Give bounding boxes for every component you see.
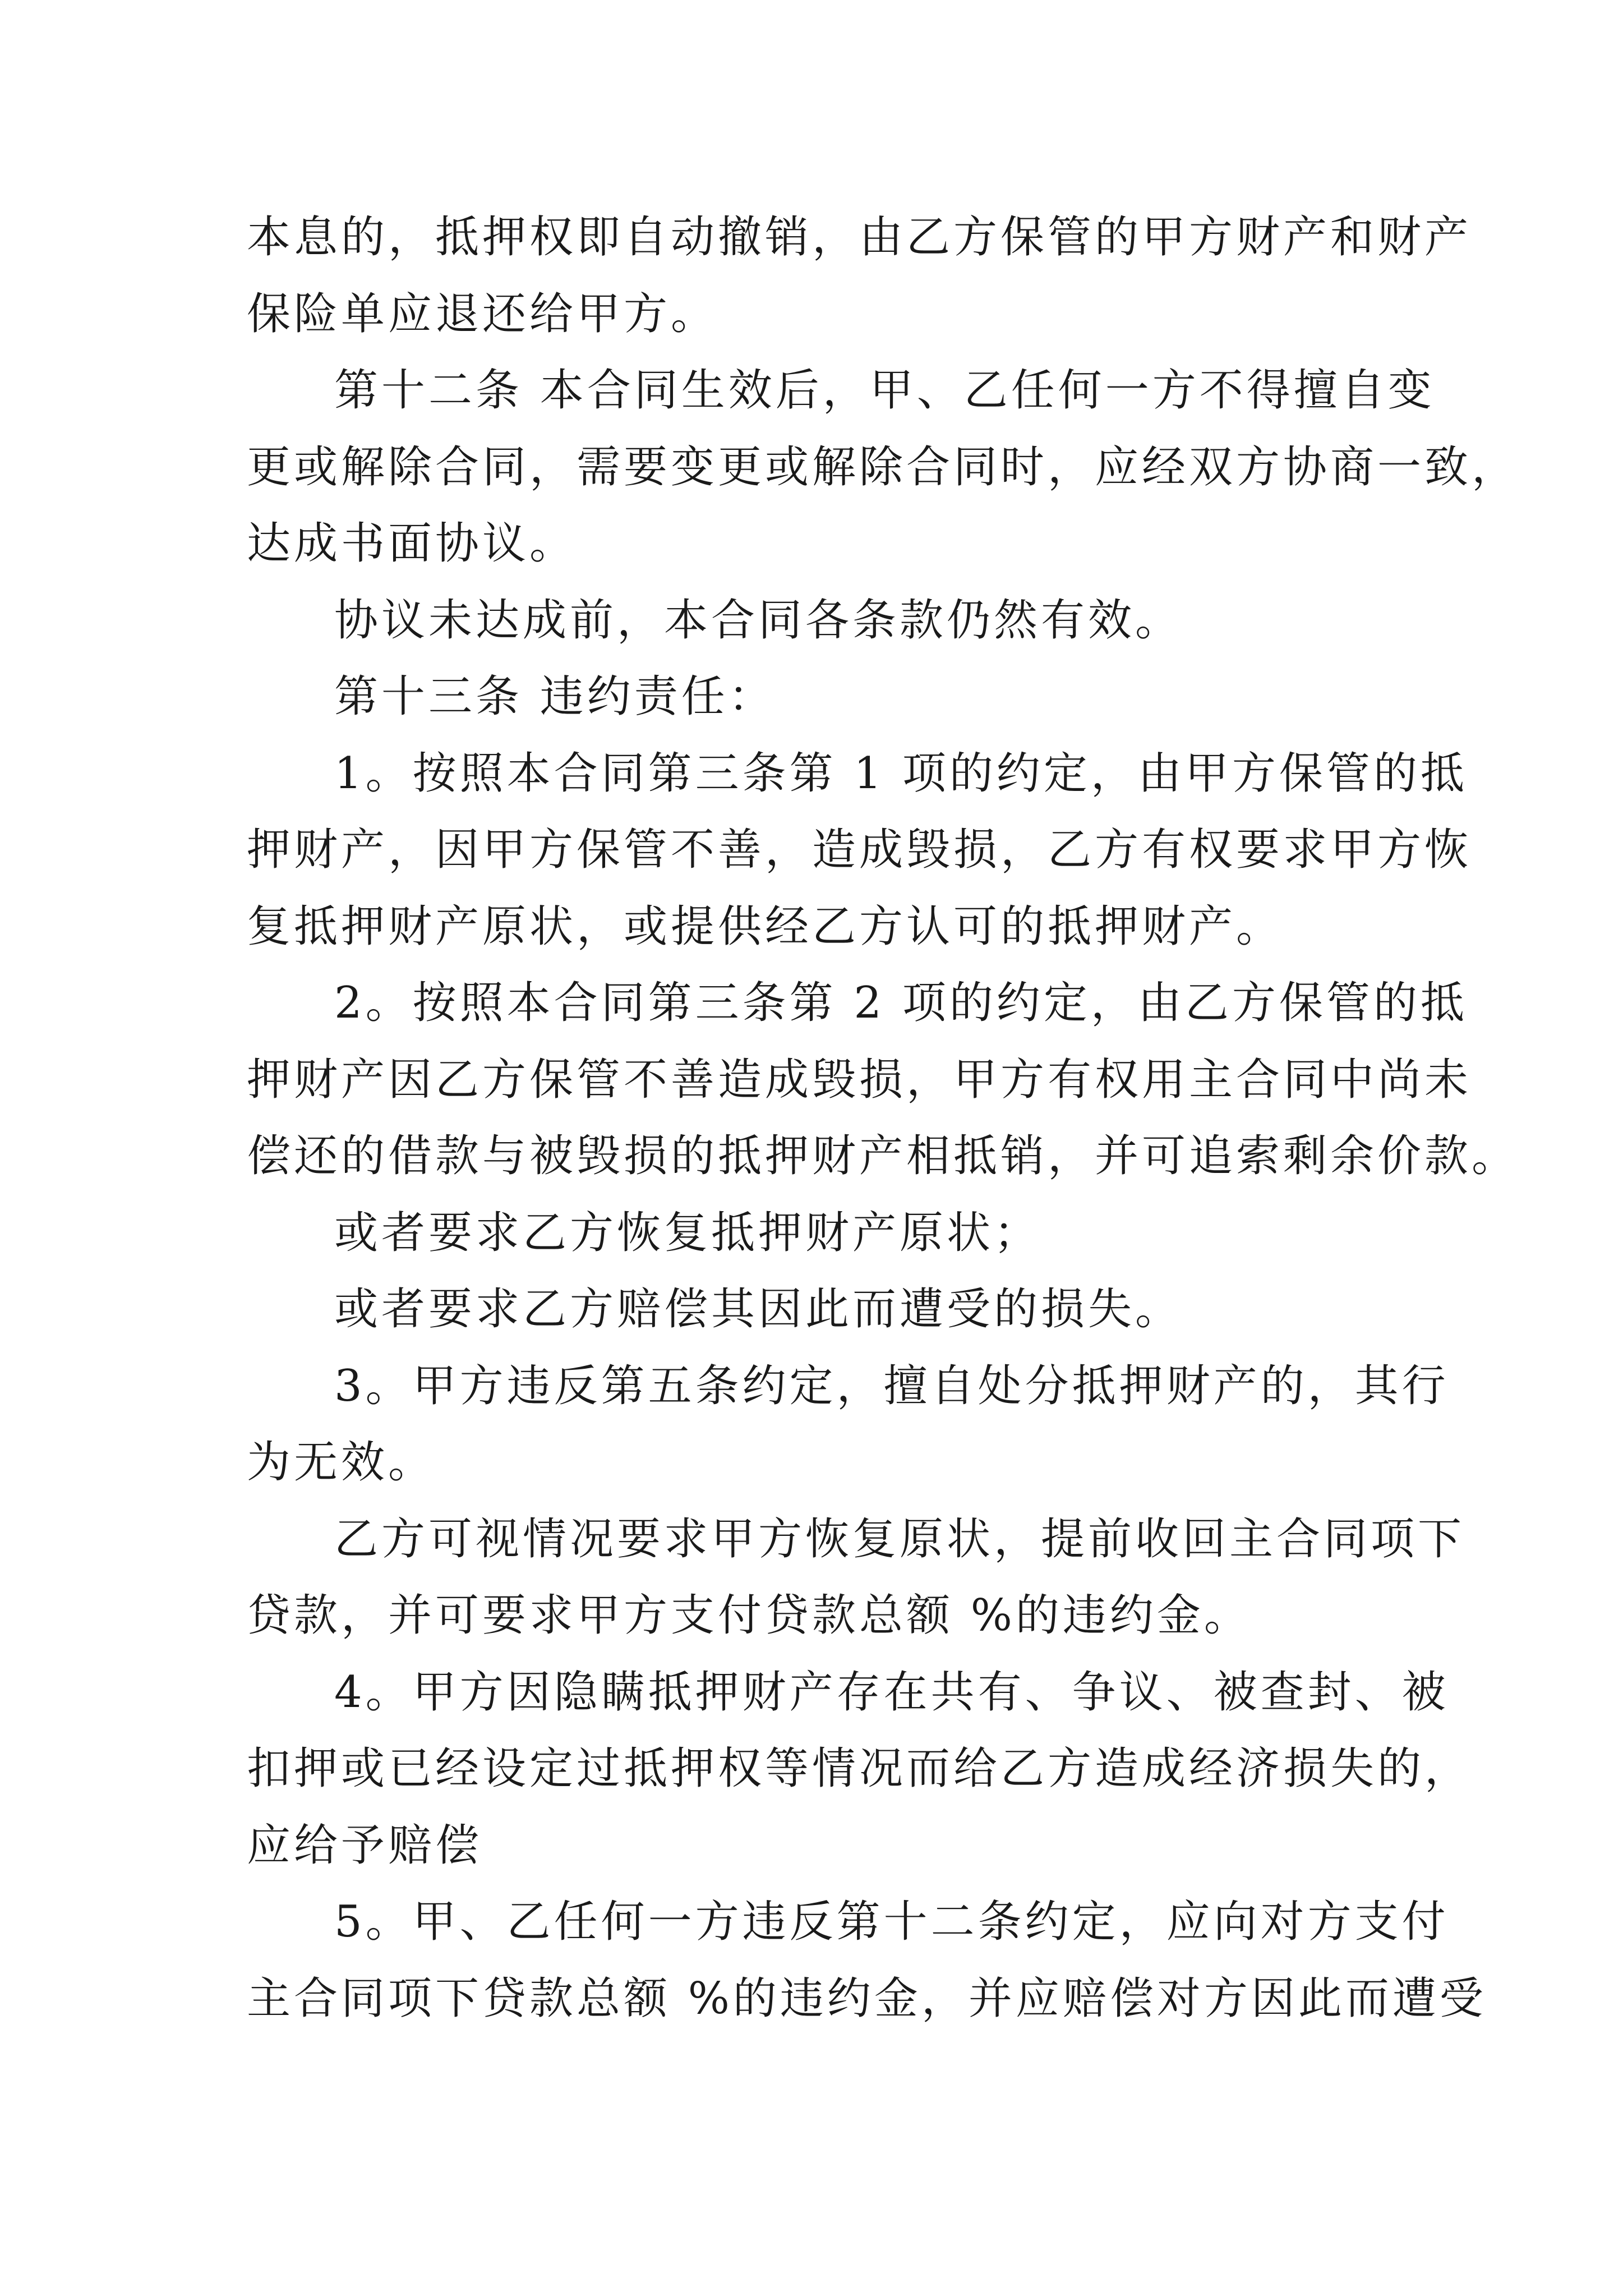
text-line: 押财产因乙方保管不善造成毁损，甲方有权用主合同中尚未 xyxy=(247,1054,1472,1105)
article-13-heading-line: 第十三条 违约责任： xyxy=(334,671,776,722)
text-line: 应给予赔偿 xyxy=(247,1820,483,1871)
text-line: 达成书面协议。 xyxy=(247,518,577,569)
contract-text-body xyxy=(247,199,1519,2037)
text-line: 为无效。 xyxy=(247,1437,436,1488)
text-line: 本息的，抵押权即自动撤销，由乙方保管的甲方财产和财产 xyxy=(247,212,1472,263)
text-line: 协议未达成前，本合同各条款仍然有效。 xyxy=(334,595,1183,646)
clause-5-line: 5。甲、乙任何一方违反第十二条约定，应向对方支付 xyxy=(334,1897,1449,1947)
text-line: 更或解除合同，需要变更或解除合同时，应经双方协商一致， xyxy=(247,441,1519,493)
clause-4-line: 4。甲方因隐瞒抵押财产存在共有、争议、被查封、被 xyxy=(334,1667,1449,1718)
article-12-heading-line: 第十二条 本合同生效后，甲、乙任何一方不得擅自变 xyxy=(334,365,1435,416)
clause-2-line: 2。按照本合同第三条第 2 项的约定，由乙方保管的抵 xyxy=(334,978,1468,1028)
text-line: 押财产，因甲方保管不善，造成毁损，乙方有权要求甲方恢 xyxy=(247,825,1472,875)
text-line: 偿还的借款与被毁损的抵押财产相抵销，并可追索剩余价款。 xyxy=(247,1131,1519,1181)
text-line: 复抵押财产原状，或提供经乙方认可的抵押财产。 xyxy=(247,901,1284,952)
text-line: 或者要求乙方恢复抵押财产原状； xyxy=(334,1207,1041,1258)
text-line: 扣押或已经设定过抵押权等情况而给乙方造成经济损失的， xyxy=(247,1743,1472,1794)
text-line: 或者要求乙方赔偿其因此而遭受的损失。 xyxy=(334,1284,1183,1335)
clause-1-line: 1。按照本合同第三条第 1 项的约定，由甲方保管的抵 xyxy=(334,748,1468,799)
clause-3-line: 3。甲方违反第五条约定，擅自处分抵押财产的，其行 xyxy=(334,1360,1449,1411)
text-line: 主合同项下贷款总额 %的违约金，并应赔偿对方因此而遭受 xyxy=(247,1973,1487,2024)
text-line: 贷款，并可要求甲方支付贷款总额 %的违约金。 xyxy=(247,1590,1251,1641)
text-line: 保险单应退还给甲方。 xyxy=(247,288,718,339)
text-line: 乙方可视情况要求甲方恢复原状，提前收回主合同项下 xyxy=(334,1513,1465,1565)
